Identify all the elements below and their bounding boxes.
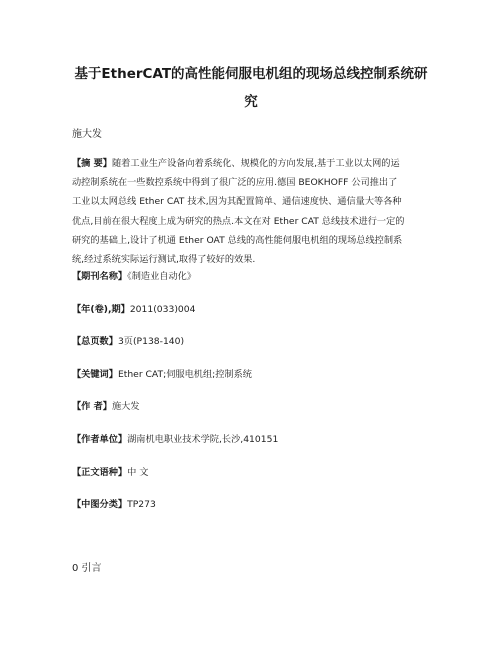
- section-heading-introduction: 0 引言: [72, 563, 102, 574]
- abstract-line-5: 研究的基础上,设计了机通 Ether OAT 总线的高性能伺服电机组的现场总线控制系: [72, 234, 403, 246]
- meta-affiliation: [72, 431, 278, 445]
- meta-label: 【作 者】: [72, 401, 112, 412]
- meta-value: 施大发: [111, 401, 140, 412]
- meta-label: 【中图分类】: [72, 499, 128, 510]
- meta-label: 【正文语种】: [72, 467, 128, 478]
- meta-label: 【作者单位】: [72, 434, 128, 445]
- paper-title: [60, 60, 442, 116]
- meta-volume-issue: [72, 301, 195, 315]
- meta-author: [72, 398, 140, 412]
- meta-value: 中 文: [127, 467, 149, 478]
- meta-value: 《制造业自动化》: [127, 271, 197, 282]
- meta-classification: [72, 496, 156, 510]
- paper-title-line-2: 究: [244, 94, 258, 110]
- abstract-line-4: 优点,目前在很大程度上成为研究的热点.本文在对 Ether CAT 总线技术进行一定的: [72, 215, 405, 227]
- meta-keywords: [72, 366, 252, 380]
- meta-value: 3页(P138-140): [117, 336, 185, 347]
- abstract-line-2: 动控制系统在一些数控系统中得到了很广泛的应用.德国 BEOKHOFF 公司推出了: [72, 177, 398, 189]
- meta-value: Ether CAT;伺服电机组;控制系统: [117, 369, 252, 380]
- meta-journal: [72, 268, 196, 282]
- meta-value: 2011(033)004: [129, 304, 196, 315]
- meta-page-count: [72, 333, 184, 347]
- abstract-line-1: [72, 154, 434, 173]
- abstract-line-3: 工业以太网总线 Ether CAT 技术,因为其配置简单、通信速度快、通信量大等各种: [72, 196, 402, 208]
- meta-label: 【期刊名称】: [72, 271, 128, 282]
- meta-label: 【总页数】: [72, 336, 118, 347]
- author-name: 施大发: [72, 129, 102, 140]
- abstract-block: [72, 154, 434, 269]
- meta-value: TP273: [127, 499, 156, 510]
- abstract-text-1: 随着工业生产设备向着系统化、规模化的方向发展,基于工业以太网的运: [111, 158, 400, 169]
- meta-label: 【关键词】: [72, 369, 118, 380]
- meta-language: [72, 464, 148, 478]
- meta-label: 【年(卷),期】: [72, 304, 130, 315]
- meta-value: 湖南机电职业技术学院,长沙,410151: [127, 434, 279, 445]
- abstract-label: 【摘 要】: [72, 158, 112, 169]
- paper-title-line-1: 基于EtherCAT的高性能伺服电机组的现场总线控制系统研: [74, 66, 428, 82]
- abstract-line-6: 统,经过系统实际运行测试,取得了较好的效果.: [72, 254, 256, 266]
